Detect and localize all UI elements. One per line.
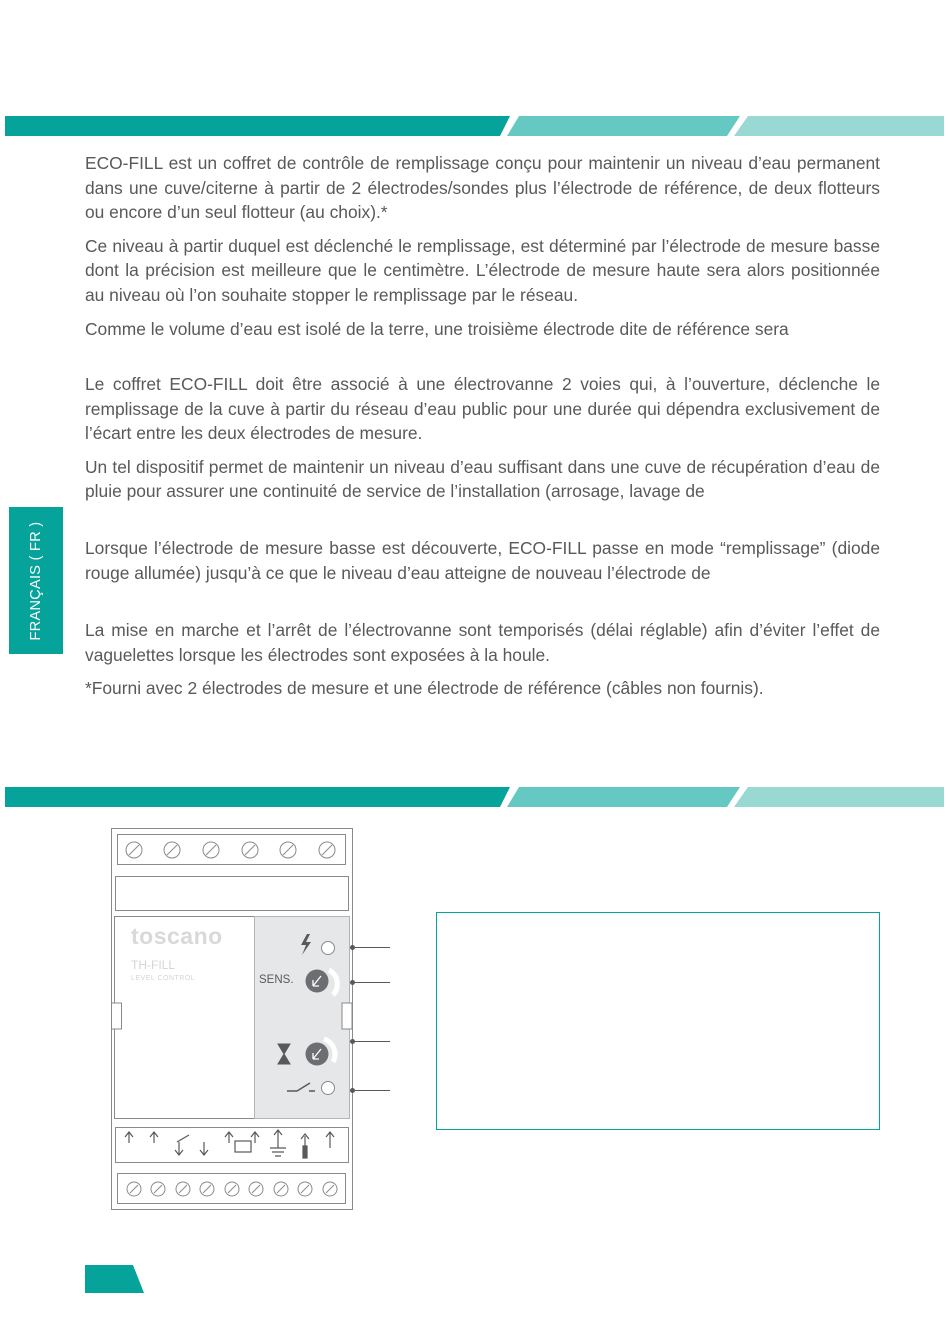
description-block-2: [85, 372, 880, 513]
page-number-tab: [85, 1265, 144, 1293]
paragraph-reference: Comme le volume d’eau est isolé de la terre, une troisième électrode dite de référence sera: [85, 318, 789, 339]
paragraph-footnote: *Fourni avec 2 électrodes de mesure et une électrode de référence (câbles non fournis).: [85, 678, 764, 699]
model-subtitle: LEVEL CONTROL: [131, 975, 196, 982]
language-tab-label: FRANÇAIS ( FR ): [28, 521, 44, 640]
leader-relay-led: [352, 1090, 390, 1091]
paragraph-rainwater: Un tel dispositif permet de maintenir un niveau d’eau suffisant dans une cuve de récupération d’eau de pluie pour assurer une continuité de service de l’installation (arrosage, lavage de: [85, 456, 880, 502]
paragraph-level: Ce niveau à partir duquel est déclenché le remplissage, est déterminé par l’électrode de mesure basse dont la précision est meilleure que le centimètre. L’électrode de mesure haute sera alors positionnée au niveau où l’on souhaite stopper le remplissage par le réseau.: [85, 235, 880, 305]
brand-logo: toscano: [131, 923, 223, 949]
top-header-band: [5, 116, 944, 136]
paragraph-timer: La mise en marche et l’arrêt de l’électrovanne sont temporisés (délai réglable) afin d’éviter l’effet de vaguelettes lorsque les électrodes sont exposées à la houle.: [85, 620, 880, 665]
paragraph-valve: Le coffret ECO-FILL doit être associé à une électrovanne 2 voies qui, à l’ouverture, déclenche le remplissage de la cuve à partir du réseau d’eau public pour une durée qui dépendra exclusivement de l’écart entre les deux électrodes de mesure.: [85, 374, 880, 444]
sens-label: SENS.: [259, 974, 294, 986]
description-block-1: [85, 151, 880, 350]
leader-sens-knob: [352, 982, 390, 983]
model-label: TH-FILL: [131, 958, 176, 972]
device-illustration: [111, 828, 353, 1210]
section-divider-band: [5, 787, 944, 807]
legend-box: [436, 912, 880, 1130]
description-block-3: [85, 536, 880, 594]
paragraph-intro: ECO-FILL est un coffret de contrôle de remplissage conçu pour maintenir un niveau d’eau permanent dans une cuve/citerne à partir de 2 électrodes/sondes plus l’électrode de référence, de deux flotteurs ou encore d’un seul flotteur (au choix).*: [85, 153, 880, 223]
language-tab: [9, 507, 63, 654]
leader-power-led: [352, 947, 390, 948]
leader-timer-knob: [352, 1041, 390, 1042]
paragraph-fill-mode: Lorsque l’électrode de mesure basse est découverte, ECO-FILL passe en mode “remplissage” (diode rouge allumée) jusqu’à ce que le niveau d’eau atteigne de nouveau l’électrode de: [85, 538, 880, 583]
description-block-4: [85, 618, 880, 710]
